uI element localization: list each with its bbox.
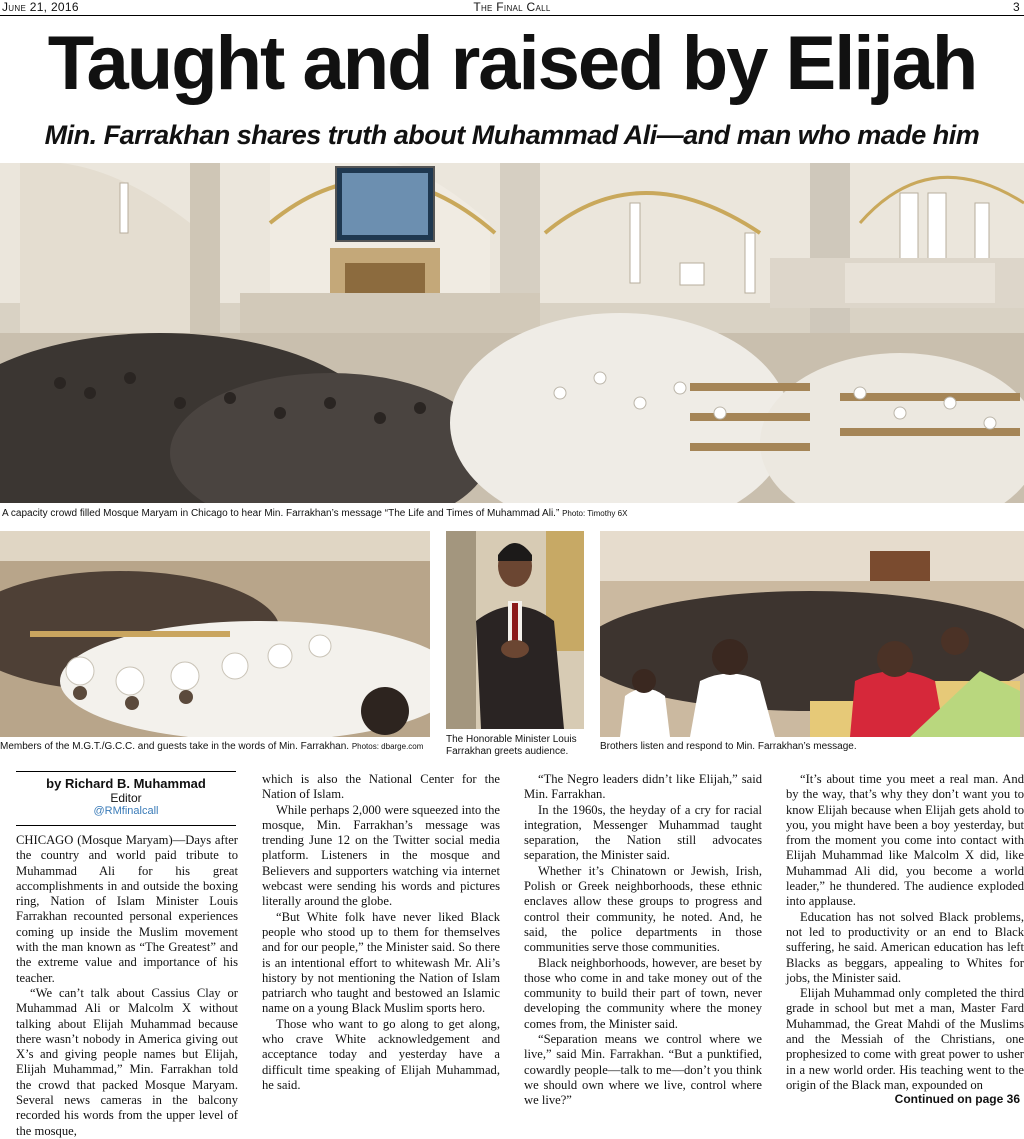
brothers-audience-image [600,531,1024,737]
article-paragraph: In the 1960s, the heyday of a cry for racial integration, Messenger Muhammad taught separation, the Nation still advocates separation, the Minister said. [524,802,762,863]
article-paragraph: Those who want to go along to get along, who crave White acknowledgement and acceptance today and yesterday have a difficult time speaking of Elijah Muhammad, he said. [262,1016,500,1092]
article-paragraph: Black neighborhoods, however, are beset by those who come in and take money out of the community to build their part of town, never developing the community where the money comes from, the Minister said. [524,955,762,1031]
header-rule [0,15,1024,16]
article-paragraph: CHICAGO (Mosque Maryam)—Days after the country and world paid tribute to Muhammad Ali for his great accomplishments in and outside the boxing ring, Nation of Islam Minister Louis Farrakhan recounted personal experiences coming up inside the Muslim movement with the man known as “The Greatest” and the extreme value and importance of his teacher. [16,833,238,985]
article-paragraph: Whether it’s Chinatown or Jewish, Irish, Polish or Greek neighborhoods, these ethnic enclaves allow these groups to progress and control their community, he noted. And, he said, the police departments in those communities serve those communities. [524,863,762,955]
article-paragraph: which is also the National Center for the Nation of Islam. [262,772,500,802]
article-column-4 [786,772,1024,1093]
byline-twitter-handle[interactable]: @RMfinalcall [93,805,159,817]
article-paragraph: “The Negro leaders didn’t like Elijah,” said Min. Farrakhan. [524,772,762,802]
byline-rule-bottom [16,825,236,826]
main-caption-text: A capacity crowd filled Mosque Maryam in Chicago to hear Min. Farrakhan’s message “The Life and Times of Muhammad Ali.” [2,508,560,519]
middle-photo-caption: The Honorable Minister Louis Farrakhan greets audience. [446,734,577,757]
article-paragraph: “But White folk have never liked Black people who stood up to them for themselves and for our people,” the Minister said. So there is an intentional effort to whitewash Mr. Ali’s history by not mentioning the Nation of Islam patriarch who taught and bestowed an Islamic name on a young Black Muslim sports hero. [262,909,500,1016]
right-photo-caption: Brothers listen and respond to Min. Farrakhan’s message. [600,741,857,752]
main-photo-credit: Photo: Timothy 6X [562,509,628,518]
continued-on-page-link[interactable]: Continued on page 36 [820,1092,1020,1106]
byline [16,776,236,817]
audience-women-image [0,531,430,737]
article-paragraph: Education has not solved Black problems, not led to productivity or an end to Black suffering, he said. American education has left Blacks as beggars, appealing to Whites for jobs, the Minister said. [786,909,1024,985]
minister-farrakhan-image [446,531,584,729]
main-photo-caption [2,508,1022,520]
byline-rule-top [16,771,236,772]
issue-date: June 21, 2016 [2,0,79,14]
article-paragraph: “Separation means we control where we live,” said Min. Farrakhan. “But a punktified, cowardly people—talk to me—don’t you think we should own where we live, control where we live?” [524,1032,762,1108]
byline-name: by Richard B. Muhammad [46,776,206,791]
subheadline: Min. Farrakhan shares truth about Muhammad Ali—and man who made him [44,120,980,150]
left-caption-text: Members of the M.G.T./G.C.C. and guests take in the words of Min. Farrakhan. [0,741,350,752]
article-paragraph: “It’s about time you meet a real man. And by the way, that’s why they don’t want you to know Elijah because when Elijah gets ahold to you, you might have been a boy yesterday, but from the moment you come into contact with Elijah Muhammad like Malcolm X did, like Muhammad Ali did, you become a world leader,” he thundered. The audience exploded into applause. [786,772,1024,909]
page-number: 3 [1013,0,1020,14]
headline: Taught and raised by Elijah [47,21,977,106]
article-column-2 [262,772,500,1093]
byline-role: Editor [110,791,142,805]
article-paragraph: Elijah Muhammad only completed the third grade in school but met a man, Master Fard Muhammad, the Great Mahdi of the Muslims and the Messiah of the Christians, one prophesized to come with great power to usher in a new world order. His teaching went to the origin of the Black man, expounded on [786,986,1024,1092]
mosque-interior-image [0,163,1024,503]
article-paragraph: While perhaps 2,000 were squeezed into the mosque, Min. Farrakhan’s message was trending June 12 on the Twitter social media platform. Listeners in the mosque and Believers and supporters watching via internet webcast were sending his words and pictures literally around the globe. [262,802,500,909]
middle-photo [446,531,584,729]
left-photo-caption [0,741,440,753]
article-column-1 [16,833,238,1139]
left-photo [0,531,430,737]
right-photo [600,531,1024,737]
article-paragraph: “We can’t talk about Cassius Clay or Muhammad Ali or Malcolm X without talking about Elijah Muhammad because there wasn’t nobody in America giving out X’s and giving people names but Elijah, Elijah Muhammad,” Min. Farrakhan told the crowd that packed Mosque Maryam. Several news cameras in the balcony recorded his words from the upper level of the mosque, [16,985,238,1138]
left-photo-credit: Photos: dbarge.com [351,742,424,751]
running-header [0,0,1024,14]
publication-name: The Final Call [473,0,551,14]
main-photo [0,163,1024,503]
article-column-3 [524,772,762,1109]
